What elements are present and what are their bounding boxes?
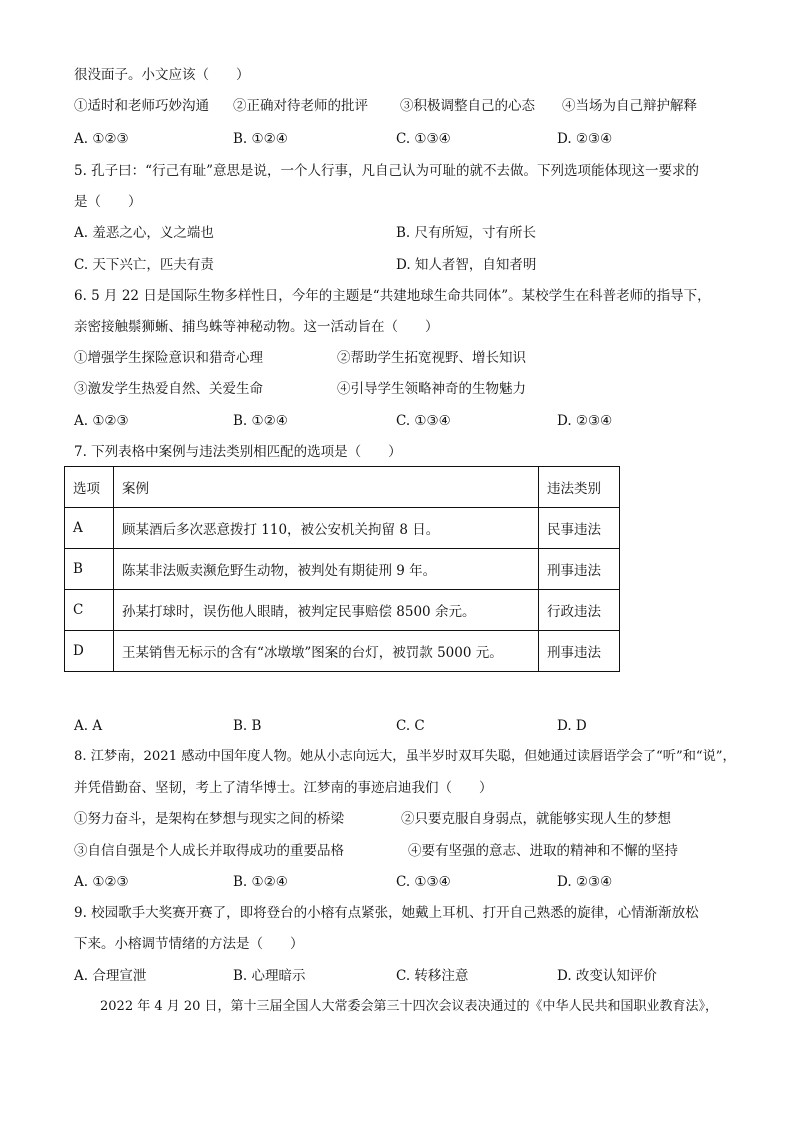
q4-choice-b: B. ①②④ [233,131,288,147]
q6-choice-b: B. ①②④ [233,413,288,429]
q8-choice-b: B. ①②④ [233,874,288,890]
table-row [65,590,620,631]
q5-choice-d: D. 知人者智，自知者明 [396,257,537,273]
row-case: 王某销售无标示的含有“冰墩墩”图案的台灯，被罚款 5000 元。 [114,631,539,672]
q6-item-3: ③激发学生热爱自然、关爱生命 [74,381,263,397]
q6-choice-d: D. ②③④ [557,413,613,429]
q7-stem: 7. 下列表格中案例与违法类别相匹配的选项是（ ） [74,444,402,460]
q5-stem-cont: 是（ ） [74,194,142,210]
header-case: 案例 [114,467,539,508]
q5-stem: 5. 孔子曰：“行己有耻”意思是说，一个人行事，凡自己认为可耻的就不去做。下列选项能体现这一要求的 [74,163,699,179]
q8-item-2: ②只要克服自身弱点，就能够实现人生的梦想 [401,811,671,827]
q4-item-3: ③积极调整自己的心态 [400,98,535,114]
q6-stem-cont: 亲密接触鬃狮蜥、捕鸟蛛等神秘动物。这一活动旨在（ ） [74,319,439,335]
q8-choice-c: C. ①③④ [396,874,451,890]
q7-choice-d: D. D [557,718,587,734]
q5-choice-b: B. 尺有所短，寸有所长 [396,225,537,241]
q7-choice-a: A. A [74,718,103,734]
q6-item-2: ②帮助学生拓宽视野、增长知识 [337,350,526,366]
table-header-row [65,467,620,508]
q7-choice-c: C. C [396,718,425,734]
q8-choice-d: D. ②③④ [557,874,613,890]
row-option: D [65,631,114,672]
row-category: 行政违法 [539,590,620,631]
q4-item-4: ④当场为自己辩护解释 [562,98,697,114]
q5-choice-c: C. 天下兴亡，匹夫有责 [74,257,214,273]
q4-choice-d: D. ②③④ [557,131,613,147]
row-category: 刑事违法 [539,549,620,590]
q9-stem: 9. 校园歌手大奖赛开赛了，即将登台的小榕有点紧张，她戴上耳机、打开自己熟悉的旋律，心情渐渐放松 [74,905,699,921]
q9-choice-d: D. 改变认知评价 [557,968,657,984]
q6-stem: 6. 5 月 22 日是国际生物多样性日，今年的主题是“共建地球生命共同体”。某校学生在科普老师的指导下， [74,288,711,304]
q9-choice-a: A. 合理宣泄 [74,968,147,984]
q4-item-1: ①适时和老师巧妙沟通 [74,98,209,114]
table-row [65,549,620,590]
q9-stem-cont: 下来。小榕调节情绪的方法是（ ） [74,936,304,952]
row-case: 顾某酒后多次恶意拨打 110，被公安机关拘留 8 日。 [114,508,539,549]
row-option: B [65,549,114,590]
row-option: A [65,508,114,549]
q8-stem: 8. 江梦南，2021 感动中国年度人物。她从小志向远大，虽半岁时双耳失聪，但她通过读唇语学会了“听”和“说”， [74,749,736,764]
table-row [65,508,620,549]
q7-case-table [64,466,620,672]
q5-choice-a: A. 羞恶之心，义之端也 [74,225,214,241]
q4-stem-tail: 很没面子。小文应该（ ） [74,67,250,83]
q8-stem-cont: 并凭借勤奋、坚韧，考上了清华博士。江梦南的事迹启迪我们（ ） [74,780,493,796]
q8-item-3: ③自信自强是个人成长并取得成功的重要品格 [74,843,344,859]
q4-item-2: ②正确对待老师的批评 [233,98,368,114]
passage-first-line: 2022 年 4 月 20 日，第十三届全国人大常委会第三十四次会议表决通过的《中华人民共和国职业教育法》， [100,999,719,1014]
q6-choice-a: A. ①②③ [74,413,129,429]
header-category: 违法类别 [539,467,620,508]
q6-item-1: ①增强学生探险意识和猎奇心理 [74,350,263,366]
row-case: 孙某打球时，误伤他人眼睛，被判定民事赔偿 8500 余元。 [114,590,539,631]
row-option: C [65,590,114,631]
row-category: 刑事违法 [539,631,620,672]
q9-choice-c: C. 转移注意 [396,968,469,984]
q7-choice-b: B. B [233,718,262,734]
table-row [65,631,620,672]
q9-choice-b: B. 心理暗示 [233,968,306,984]
header-option: 选项 [65,467,114,508]
q8-item-4: ④要有坚强的意志、进取的精神和不懈的坚持 [408,843,678,859]
q6-item-4: ④引导学生领略神奇的生物魅力 [337,381,526,397]
q8-choice-a: A. ①②③ [74,874,129,890]
row-case: 陈某非法贩卖濒危野生动物，被判处有期徒刑 9 年。 [114,549,539,590]
q4-choice-a: A. ①②③ [74,131,129,147]
q6-choice-c: C. ①③④ [396,413,451,429]
q8-item-1: ①努力奋斗，是架构在梦想与现实之间的桥梁 [74,811,344,827]
q4-choice-c: C. ①③④ [396,131,451,147]
row-category: 民事违法 [539,508,620,549]
